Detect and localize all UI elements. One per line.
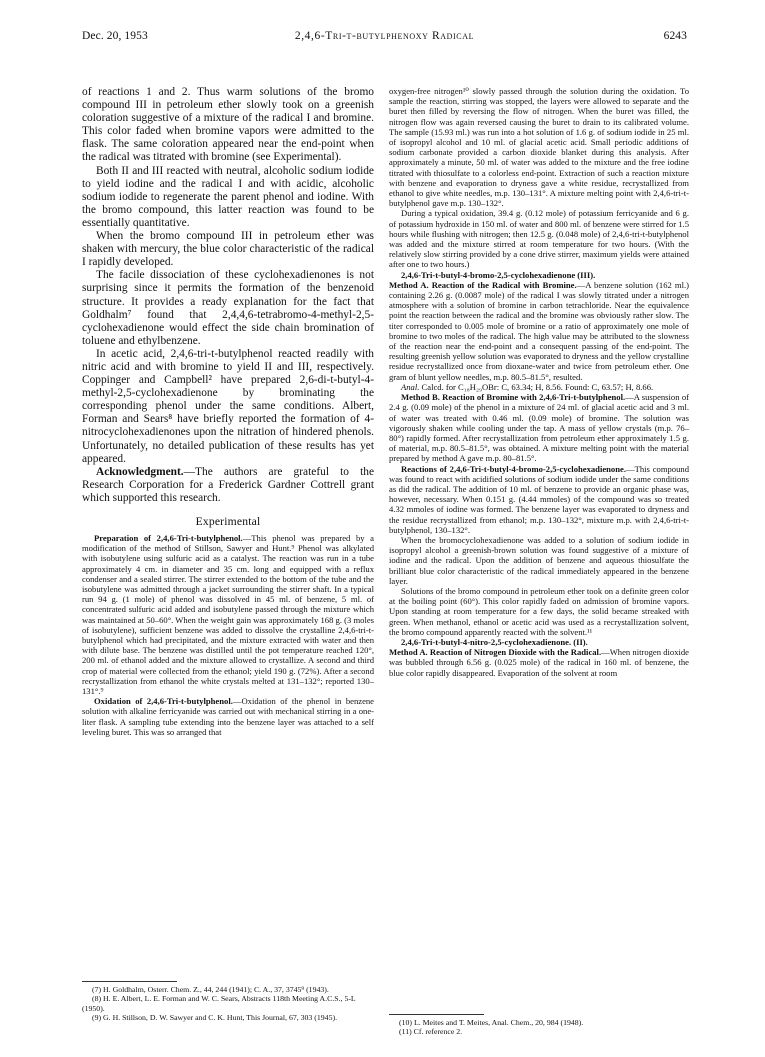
acknowledgment-label: Acknowledgment. <box>96 465 184 478</box>
paragraph-text: —This phenol was prepared by a modification of the method of Stillson, Sawyer and Hunt.⁹ Phenol was alkylated with isobutylene using sulfuric acid as a catalyst. The reaction was run in a tube approximately 4 cm. in diameter and 35 cm. long and equipped with a reflux condenser and a sealed stirrer. The stirrer extended to the bottom of the tube and the isobutylene was admitted through a jacket surrounding the stirrer shaft. In a typical run 94 g. (1 mole) of phenol was dissolved in 45 ml. of benzene, 5 ml. of concentrated sulfuric acid added and isobutylene passed through the mixture which was maintained at 50–60°. When the weight gain was approximately 168 g. (3 moles of isobutylene), sufficient benzene was added to dissolve the crystalline 2,4,6-tri-t-butylphenol which had precipitated, and the mixture extracted with water and then with dilute base. The benzene was distilled until the pot temperature reached 120°, 200 ml. of ethanol added and the mixture allowed to crystallize. A second and third crop of material were collected from the ethanol; yield 190 g. (72%). After a second recrystallization from ethanol the white crystals melted at 131–132°; reported 130–131°.⁹ <box>82 533 374 697</box>
page-number: 6243 <box>663 30 687 42</box>
paragraph-text: —A suspension of 2.4 g. (0.09 mole) of the phenol in a mixture of 24 ml. of glacial acetic acid and 3 ml. of water was treated with 0.46 ml. (0.09 mole) of bromine. The solution was vigorously shaken while cooling under the tap. A mass of yellow crystals (m.p. 76–80°) rapidly formed. After recrystallization from petroleum ether approximately 1.5 g. of material, m.p. 80.5–81.5°, was obtained. A mixture melting point with the material prepared by method A gave m.p. 80–81.5°. <box>389 392 689 464</box>
experimental-text-left <box>82 533 374 737</box>
acknowledgment-text: —The authors are grateful to the Research Corporation for a Frederick Gardner Cottrell grant which supported this research. <box>82 465 374 504</box>
footnote: (11) Cf. reference 2. <box>399 1027 463 1037</box>
paragraph-text: —Oxidation of the phenol in benzene solution with alkaline ferricyanide was carried out with mechanical stirring in a one-liter flask. A sampling tube extending into the benzene layer was attached to a self leveling buret. This was so arranged that <box>82 696 375 737</box>
analysis-text: Calcd. for C₁₈H₂₉OBr: C, 63.34; H, 8.56. Found: C, 63.57; H, 8.66. <box>421 381 654 392</box>
running-header <box>82 30 687 46</box>
paragraph-heading: Reactions of 2,4,6-Tri-t-butyl-4-bromo-2,5-cyclohexadienone. <box>401 463 626 474</box>
paragraph: The facile dissociation of these cyclohexadienones is not surprising since it permits the formation of the benzenoid structure. It provides a ready explanation for the fact that Goldhalm⁷ found that 2,4,4,6-tetrabromo-4-methyl-2,5-cyclohexadienone would effect the side chain bromination of toluene and ethylbenzene. <box>82 269 374 347</box>
paragraph-heading: Method A. Reaction of Nitrogen Dioxide with the Radical. <box>389 647 602 658</box>
paragraph <box>389 637 689 647</box>
paragraph <box>389 647 689 678</box>
footnote: (7) H. Goldhalm, Osterr. Chem. Z., 44, 244 (1941); C. A., 37, 3745⁹ (1943). <box>92 985 329 994</box>
analysis-label: Anal. <box>401 381 420 392</box>
paragraph <box>389 382 689 392</box>
paragraph <box>389 280 689 382</box>
paragraph-heading: Preparation of 2,4,6-Tri-t-butylphenol. <box>94 533 243 543</box>
footnote: (8) H. E. Albert, L. E. Forman and W. C. Sears, Abstracts 118th Meeting A.C.S., 5-L (1950). <box>82 994 356 1013</box>
paragraph: During a typical oxidation, 39.4 g. (0.12 mole) of potassium ferricyanide and 6 g. of potassium hydroxide in 150 ml. of water and 800 ml. of benzene were stirred for 1.5 hours while flushing with nitrogen; then 12.5 g. (0.048 mole) of 2,4,6-tri-t-butylphenol was added and the mixture stirred at room temperature for two hours. (With the relatively slow stirring provided by a cone drive stirrer, maximum yields were attained after one to two hours.) <box>389 208 689 270</box>
left-column <box>82 86 374 737</box>
paragraph-heading: Method B. Reaction of Bromine with 2,4,6-Tri-t-butylphenol. <box>401 392 626 403</box>
paragraph-heading: Method A. Reaction of the Radical with Bromine. <box>389 279 577 290</box>
paragraph <box>389 392 689 463</box>
paragraph: In acetic acid, 2,4,6-tri-t-butylphenol reacted readily with nitric acid and with bromine to yield II and III, respectively. Coppinger and Campbell² have prepared 2,6-di-t-butyl-4-methyl-2,5-cyclohexadienone by brominating the corresponding phenol under the same conditions. Albert, Forman and Sears⁸ have briefly reported the formation of 4-nitrocyclohexadienones upon the nitration of hindered phenols. Unfortunately, no detailed publication of these results has yet appeared. <box>82 347 374 465</box>
paragraph-heading: Oxidation of 2,4,6-Tri-t-butylphenol. <box>94 696 233 707</box>
paragraph-text: —This compound was found to react with acidified solutions of sodium iodide under the same conditions as did the radical. The addition of 10 ml. of benzene to provide an organic phase was, however, necessary. When 0.151 g. (4.44 mmoles) of the compound was so treated 4.32 mmoles of iodine was formed. The benzene layer was evaporated to dryness and the residue recrystallized from ethanol; m.p. 130–132°, mixture m.p. with 2,4,6-tri-t-butylphenol, 130–132°. <box>389 463 689 535</box>
discussion-text <box>82 86 374 505</box>
paragraph: Both II and III reacted with neutral, alcoholic sodium iodide to yield iodine and the radical I and with acidic, alcoholic sodium iodide to regenerate the parent phenol and iodine. With the bromo compound, this latter reaction was found to be essentially quantitative. <box>82 164 374 229</box>
paragraph-text: —A benzene solution (162 ml.) containing 2.26 g. (0.0087 mole) of the radical I was slowly titrated under a nitrogen atmosphere with a solution of bromine in carbon tetrachloride. Near the equivalence point the reaction between the radical and the bromine was obviously rather slow. The titer corresponded to 0.005 mole of bromine or a ratio of approximately one mole of bromine to two moles of the radical. The high value may be attributed to the slowness of the reaction near the end-point and a consequent passing of the end-point. The resulting greenish yellow solution was evaporated to dryness and the yellow crystalline residue recrystallized once from dioxane-water and twice from petroleum ether. One gram of blunt yellow needles, m.p. 80.5–81.5°, resulted. <box>389 279 689 382</box>
paragraph: of reactions 1 and 2. Thus warm solutions of the bromo compound III in petroleum ether slowly took on a greenish coloration suggestive of a mixture of the radical I and bromine. This color faded when bromine vapors were admitted to the flask. The same coloration appeared near the end-point when the radical was titrated with bromine (see Experimental). <box>82 86 374 164</box>
header-date: Dec. 20, 1953 <box>82 30 148 42</box>
paragraph-heading: 2,4,6-Tri-t-butyl-4-nitro-2,5-cyclohexadienone. (II). <box>401 636 588 647</box>
footnote: (9) G. H. Stillson, D. W. Sawyer and C. K. Hunt, This Journal, 67, 303 (1945). <box>92 1013 338 1023</box>
paragraph-text: —When nitrogen dioxide was bubbled through 6.56 g. (0.025 mole) of the radical in 160 ml. of benzene, the blue color rapidly disappeared. Evaporation of the solvent at room <box>389 647 689 678</box>
paragraph <box>82 696 374 737</box>
footnotes-left <box>82 985 374 1023</box>
header-title: 2,4,6-Tri-t-butylphenoxy Radical <box>294 30 475 42</box>
paragraph <box>389 464 689 535</box>
paragraph: Solutions of the bromo compound in petroleum ether took on a definite green color at the boiling point (60°). This color rapidly faded on admission of bromine vapors. Upon standing at room temperature for a few days, the solid became streaked with green. When methanol, ethanol or acetic acid was used as a recrystallization solvent, the bromo compound apparently reacted with the solvent.¹¹ <box>389 585 689 637</box>
footnote-rule <box>389 1014 484 1015</box>
footnote: (10) L. Meites and T. Meites, Anal. Chem., 20, 984 (1948). <box>399 1018 584 1027</box>
paragraph: oxygen-free nitrogen¹⁰ slowly passed through the solution during the oxidation. To sample the reaction, stirring was stopped, the layers were allowed to separate and the buret then filled by reversing the flow of nitrogen. When the buret was filled, the nitrogen flow was again reversed causing the buret to drain to its calibrated volume. The sample (15.93 ml.) was run into a hot solution of 1.6 g. of sodium iodide in 25 ml. of isopropyl alcohol and 10 ml. of glacial acetic acid. Small periodic additions of sodium carbonate provided a carbon dioxide blanket during this analysis. After approximately a minute, 50 ml. of water was added to the mixture and the free iodine titrated with thiosulfate to a colorless end-point. Extraction of such a reaction mixture with benzene and evaporation to dryness gave a white residue, recrystallized from ethanol to give white needles, m.p. 130–131°. A mixture melting point with 2,4,6-tri-t-butylphenol gave m.p. 130–132°. <box>389 86 689 209</box>
paragraph: When the bromo compound III in petroleum ether was shaken with mercury, the blue color characteristic of the radical I rapidly developed. <box>82 230 374 269</box>
paragraph <box>82 533 374 696</box>
paragraph: When the bromocyclohexadienone was added to a solution of sodium iodide in isopropyl alcohol a greenish-brown solution was found suggestive of a mixture of iodine and the radical. Upon the addition of benzene and aqueous thiosulfate the brilliant blue color characteristic of the radical immediately appeared in the benzene layer. <box>389 534 689 586</box>
paragraph <box>389 270 689 280</box>
footnote-rule <box>82 981 177 982</box>
acknowledgment <box>82 466 374 505</box>
right-column <box>389 86 689 678</box>
paragraph-heading: 2,4,6-Tri-t-butyl-4-bromo-2,5-cyclohexadienone (III). <box>401 269 596 280</box>
experimental-heading: Experimental <box>195 515 261 528</box>
footnotes-right <box>389 1018 689 1037</box>
